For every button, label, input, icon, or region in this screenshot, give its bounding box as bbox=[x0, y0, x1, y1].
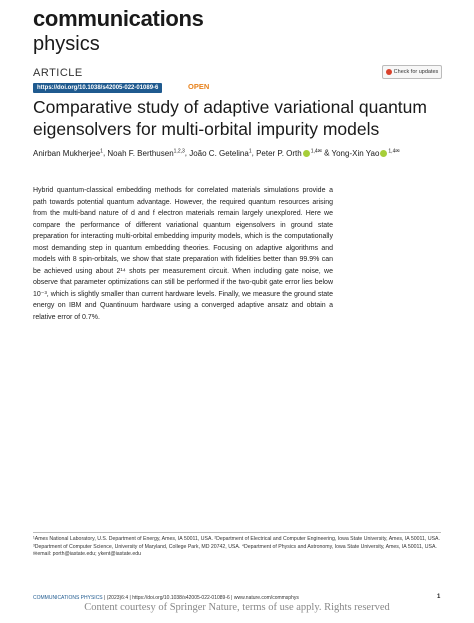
paper-title: Comparative study of adaptive variational quantum eigensolvers for multi-orbital impurity models bbox=[33, 97, 427, 139]
footer-journal-name: COMMUNICATIONS PHYSICS bbox=[33, 595, 103, 601]
check-for-updates-button[interactable] bbox=[382, 65, 442, 79]
author-affiliation-marker: 1 bbox=[100, 148, 103, 154]
author-list: Anirban Mukherjee$^1$, Noah F. Berthusen$^{1,2,3}$, João C. Getelina$^1$, Peter P. Orth $^{1,4✉}$ & Yong-Xin Yao $^{1,4✉}$ bbox=[33, 148, 400, 158]
author-item bbox=[107, 149, 184, 158]
affiliations-text: ¹Ames National Laboratory, U.S. Department of Energy, Ames, IA 50011, USA. ²Department of Electrical and Computer Engineering, Iowa State University, Ames, IA 50011, USA. ³Department of Computer Science, University of Maryland, College Park, MD 20742, USA. ⁴Department of Physics and Astronomy, Iowa State University, Ames, IA 50011, USA. ✉email: porth@iastate.edu; ykent@iastate.edu bbox=[33, 536, 440, 557]
doi-link[interactable]: https://doi.org/10.1038/s42005-022-01089-6 bbox=[33, 83, 162, 93]
footer-citation bbox=[33, 595, 299, 601]
author-item bbox=[332, 149, 400, 158]
author-affiliation-marker: 1,4✉ bbox=[310, 148, 322, 154]
author-affiliation-marker: 1,4✉ bbox=[388, 148, 400, 154]
author-name: Yong-Xin Yao bbox=[331, 148, 380, 158]
orcid-icon[interactable] bbox=[380, 150, 387, 157]
author-name: Peter P. Orth bbox=[256, 148, 302, 158]
author-name: João C. Getelina bbox=[189, 148, 249, 158]
orcid-icon[interactable] bbox=[303, 150, 310, 157]
author-affiliation-marker: 1 bbox=[248, 148, 252, 154]
author-affiliation-marker: 1,2,3 bbox=[173, 148, 185, 154]
author-name: Noah F. Berthusen bbox=[107, 148, 174, 158]
author-item bbox=[189, 149, 251, 158]
courtesy-notice: Content courtesy of Springer Nature, terms of use apply. Rights reserved bbox=[84, 602, 390, 613]
article-type-label: ARTICLE bbox=[33, 67, 83, 79]
footer-citation-text: | (2023)6:4 | https://doi.org/10.1038/s42005-022-01089-6 | www.nature.com/commsphys bbox=[102, 595, 299, 601]
check-updates-icon bbox=[386, 69, 392, 75]
page-number: 1 bbox=[437, 594, 441, 600]
check-for-updates-label: Check for updates bbox=[393, 69, 439, 75]
author-item bbox=[256, 149, 322, 158]
journal-name-line1: communications bbox=[33, 6, 204, 31]
open-access-label: OPEN bbox=[188, 82, 210, 91]
author-item bbox=[33, 149, 103, 158]
author-name: Anirban Mukherjee bbox=[33, 148, 101, 158]
journal-name-line2: physics bbox=[33, 33, 100, 55]
abstract-text: Hybrid quantum-classical embedding methods for correlated materials simulations provide a path towards potential quantum advantage. However, the required quantum resources arising from the multi-band nature of d and f electron materials remain largely unexplored. Here we compare the performance of different variational quantum eigensolvers in ground state preparation for interacting multi-orbital embedding impurity models, which is the computationally most demanding step in quantum embedding theories. Focusing on adaptive algorithms and models with 8 spin-orbitals, we show that state preparation with fidelities better than 99.9% can be achieved using about 2¹⁴ shots per measurement circuit. When including gate noise, we observe that parameter optimizations can still be performed if the two-qubit gate error lies below 10⁻³, which is slightly smaller than current hardware levels. Finally, we measure the ground state energy on IBM and Quantinuum hardware using a converged adaptive ansatz and obtain a relative error of 0.7%. bbox=[33, 187, 333, 321]
footnote-divider bbox=[33, 532, 441, 533]
